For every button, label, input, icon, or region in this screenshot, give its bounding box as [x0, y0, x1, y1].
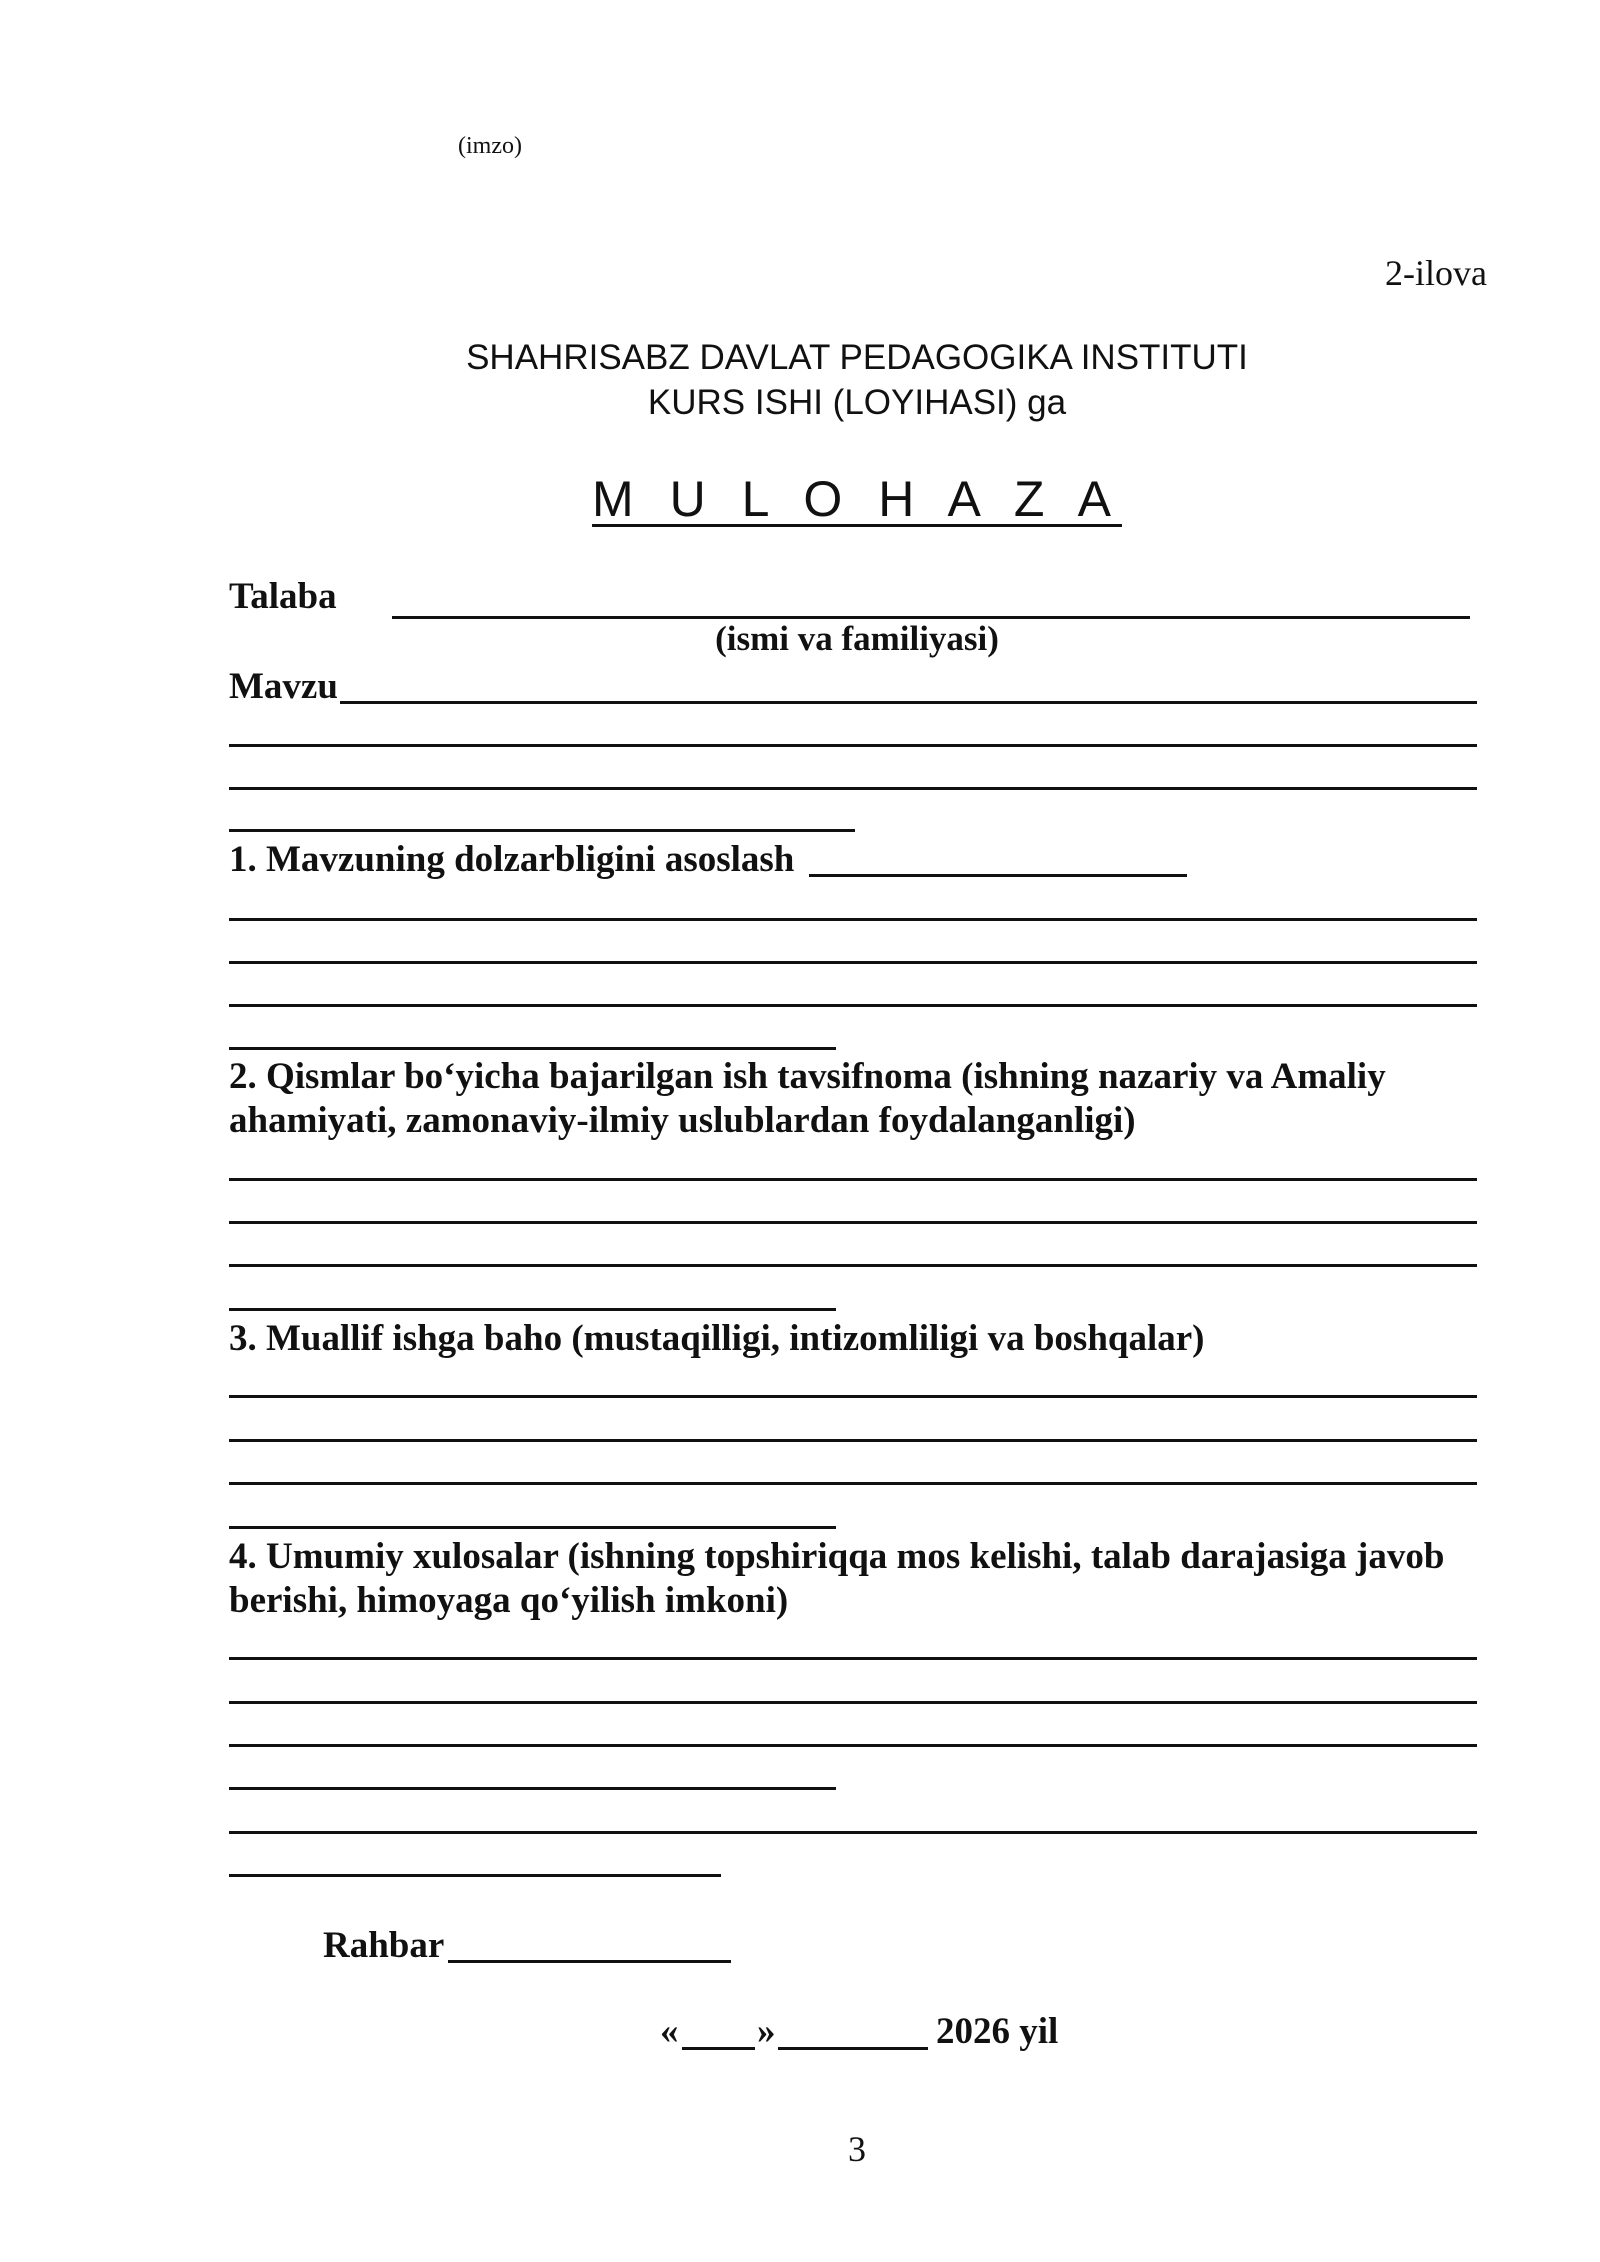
section-4-line[interactable] — [229, 1701, 1477, 1704]
topic-label: Mavzu — [229, 666, 338, 707]
section-2-line[interactable] — [229, 1308, 836, 1311]
document-title — [0, 470, 1600, 528]
section-2-line[interactable] — [229, 1221, 1477, 1224]
section-1-line[interactable] — [229, 1047, 836, 1050]
section-1-line[interactable] — [229, 1004, 1477, 1007]
appendix-label: 2-ilova — [1385, 253, 1487, 293]
date-year: 2026 yil — [936, 2011, 1059, 2052]
signature-label: (imzo) — [458, 133, 522, 159]
section-4-line[interactable] — [229, 1874, 721, 1877]
topic-line[interactable] — [229, 829, 855, 832]
section-2-line[interactable] — [229, 1178, 1477, 1181]
date-close-quote: » — [757, 2011, 776, 2052]
section-2-line[interactable] — [229, 1264, 1477, 1267]
section-heading: 4. Umumiy xulosalar (ishning topshiriqqa mos kelishi, talab darajasiga javob berishi, himoyaga qo‘yilish imkoni) — [229, 1536, 1445, 1621]
student-label: Talaba — [229, 576, 337, 617]
supervisor-label: Rahbar — [323, 1925, 445, 1966]
date-open-quote: « — [660, 2011, 679, 2052]
section-1-line[interactable] — [809, 874, 1187, 877]
topic-line[interactable] — [340, 701, 1477, 704]
institute-name: SHAHRISABZ DAVLAT PEDAGOGIKA INSTITUTI — [466, 338, 1248, 377]
section-1-line[interactable] — [229, 918, 1477, 921]
section-4-line[interactable] — [229, 1831, 1477, 1834]
section-4-line[interactable] — [229, 1744, 1477, 1747]
section-heading: 2. Qismlar bo‘yicha bajarilgan ish tavsifnoma (ishning nazariy va Amaliy ahamiyati, zamonaviy-ilmiy uslublardan foydalanganligi) — [229, 1056, 1386, 1141]
section-heading: 3. Muallif ishga baho (mustaqilligi, intizomliligi va boshqalar) — [229, 1318, 1205, 1359]
date-month-line[interactable] — [778, 2047, 928, 2050]
document-subtitle: KURS ISHI (LOYIHASI) ga — [647, 383, 1067, 422]
topic-line[interactable] — [229, 787, 1477, 790]
supervisor-signature-line[interactable] — [448, 1960, 731, 1963]
section-heading: 1. Mavzuning dolzarbligini asoslash — [229, 839, 795, 880]
section-4-line[interactable] — [229, 1787, 836, 1790]
student-name-caption: (ismi va familiyasi) — [715, 619, 999, 658]
topic-line[interactable] — [229, 744, 1477, 747]
section-3-line[interactable] — [229, 1439, 1477, 1442]
section-3-line[interactable] — [229, 1482, 1477, 1485]
page-number: 3 — [848, 2129, 866, 2169]
date-day-line[interactable] — [682, 2047, 755, 2050]
section-3-line[interactable] — [229, 1526, 836, 1529]
section-1-line[interactable] — [229, 961, 1477, 964]
document-title-text: M U L O H A Z A — [592, 471, 1122, 527]
section-4-line[interactable] — [229, 1657, 1477, 1660]
section-3-line[interactable] — [229, 1395, 1477, 1398]
